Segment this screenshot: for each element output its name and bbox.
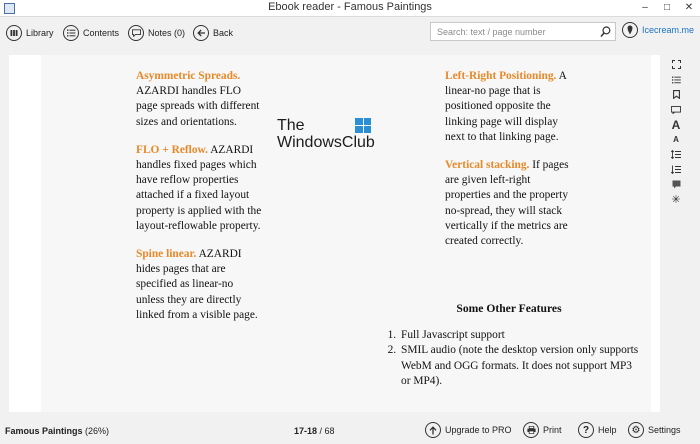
font-decrease-icon[interactable]: A — [673, 135, 679, 144]
features-heading: Some Other Features — [456, 302, 562, 315]
title-bar — [0, 0, 700, 17]
fullscreen-icon[interactable] — [668, 57, 684, 72]
icecream-link[interactable] — [622, 22, 694, 38]
notes-label: Notes (0) — [148, 28, 186, 38]
watermark-line: WindowsClub — [277, 134, 375, 151]
search-icon[interactable] — [600, 25, 611, 43]
page-spread — [41, 55, 651, 412]
search-input[interactable] — [437, 24, 597, 39]
status-bar — [0, 416, 700, 444]
printer-icon — [523, 422, 539, 438]
page-separator: / — [317, 426, 325, 436]
book-info — [5, 426, 109, 436]
upgrade-label: Upgrade to PRO — [445, 425, 512, 435]
notes-button[interactable] — [128, 23, 185, 43]
watermark-line: The — [277, 117, 305, 134]
help-label: Help — [598, 425, 617, 435]
settings-button[interactable] — [628, 420, 681, 440]
windows-logo-icon — [355, 118, 371, 133]
comment-icon[interactable] — [668, 102, 684, 117]
contents-icon — [63, 25, 79, 41]
paragraph: Left-Right Positioning. A linear-no page that is positioned opposite the linking page will display next to that linking page. — [445, 70, 567, 143]
book-title: Famous Paintings — [5, 426, 83, 436]
paragraph: Asymmetric Spreads. AZARDI handles FLO page spreads with different sizes and orientations. — [136, 70, 260, 128]
settings-label: Settings — [648, 425, 681, 435]
contents-button[interactable] — [63, 23, 119, 43]
paragraph: Vertical stacking. If pages are given left-right properties and the property no-spread, they will stack vertically if the metrics are created correctly. — [445, 159, 569, 248]
icecream-logo-icon — [622, 22, 638, 38]
help-icon: ? — [578, 422, 594, 438]
print-button[interactable] — [523, 420, 562, 440]
paragraph: Spine linear. AZARDI hides pages that are specified as linear-no unless they are directly linked from a visible page. — [136, 248, 258, 321]
arrow-left-icon — [193, 25, 209, 41]
search-box[interactable] — [430, 22, 616, 41]
close-button[interactable]: ✕ — [684, 2, 694, 13]
list-item: 2. SMIL audio (note the desktop version only supports WebM and OGG formats. It does not support MP3 or MP4). — [399, 343, 641, 389]
window-controls — [634, 0, 700, 16]
library-button[interactable] — [6, 23, 54, 43]
line-spacing-increase-icon[interactable] — [668, 147, 684, 162]
library-icon — [6, 25, 22, 41]
brand-label: Icecream.me — [642, 25, 695, 35]
list-icon[interactable] — [668, 72, 684, 87]
line-spacing-decrease-icon[interactable] — [668, 162, 684, 177]
page-indicator — [294, 426, 335, 436]
library-label: Library — [26, 28, 54, 38]
features-section — [377, 301, 641, 389]
notes-icon[interactable] — [668, 177, 684, 192]
progress-percent: (26%) — [85, 426, 110, 436]
gear-icon: ⚙ — [628, 422, 644, 438]
window-title: Ebook reader - Famous Paintings — [268, 1, 432, 13]
current-pages: 17-18 — [294, 426, 318, 436]
brightness-icon[interactable]: ✳ — [671, 194, 681, 206]
paragraph: FLO + Reflow. AZARDI handles fixed pages which have reflow properties attached if a fixed layout property is applied with the layout-reflowable property. — [136, 143, 262, 232]
print-label: Print — [543, 425, 562, 435]
total-pages: 68 — [324, 426, 335, 436]
help-button[interactable] — [578, 420, 617, 440]
left-column — [136, 69, 264, 336]
back-button[interactable] — [193, 23, 233, 43]
font-increase-icon[interactable]: A — [671, 117, 681, 132]
scrollbar[interactable] — [690, 56, 696, 412]
maximize-button[interactable]: □ — [663, 2, 671, 13]
features-list — [377, 328, 641, 389]
list-item: 1. Full Javascript support — [399, 328, 641, 343]
arrow-up-icon — [425, 422, 441, 438]
right-column — [445, 69, 569, 262]
notes-icon — [128, 25, 144, 41]
contents-label: Contents — [83, 28, 120, 38]
back-label: Back — [213, 28, 234, 38]
bookmark-icon[interactable] — [668, 87, 684, 102]
reading-page[interactable] — [9, 55, 660, 412]
upgrade-button[interactable] — [425, 420, 512, 440]
minimize-button[interactable]: – — [642, 2, 648, 13]
side-toolbar — [668, 57, 684, 207]
